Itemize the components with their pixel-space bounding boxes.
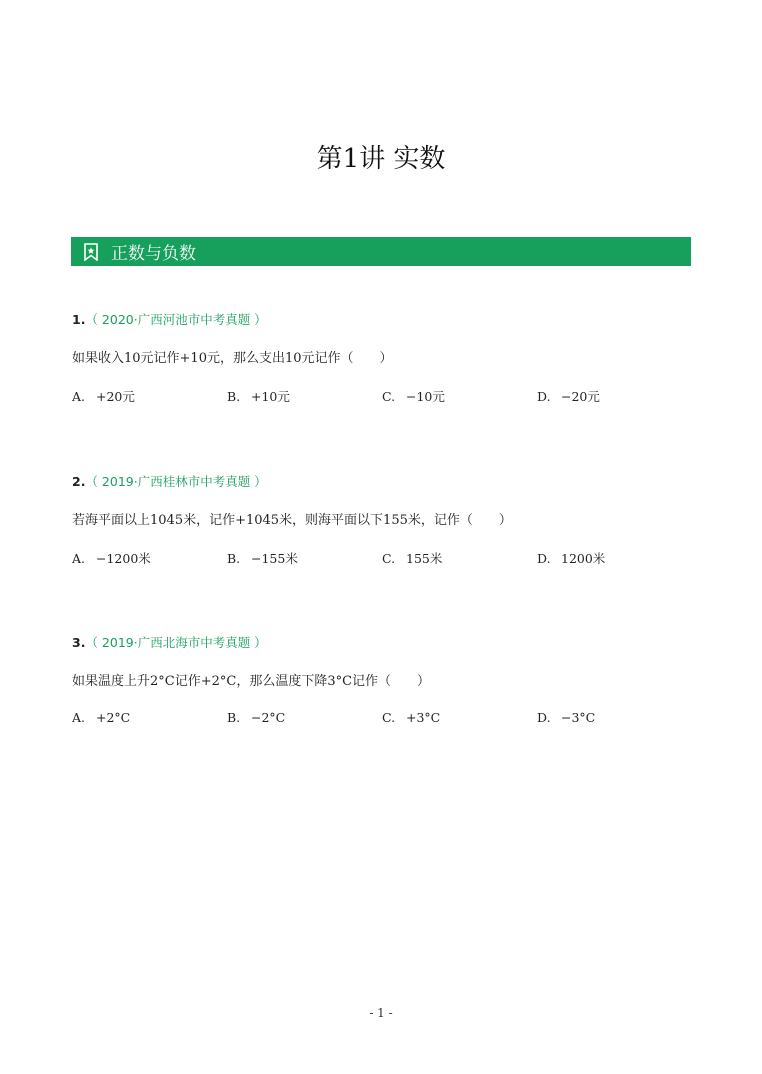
option-text: −3°C xyxy=(561,710,596,725)
option-a xyxy=(72,387,135,405)
page-number: - 1 - xyxy=(369,1006,393,1020)
question-source: （ 2020·广西河池市中考真题 ） xyxy=(85,312,267,327)
question-text: 如果温度上升2°C记作+2°C，那么温度下降3°C记作（ ） xyxy=(72,674,431,689)
option-text: 1200米 xyxy=(561,551,606,566)
option-c xyxy=(382,549,442,567)
question-source: （ 2019·广西北海市中考真题 ） xyxy=(85,635,267,650)
option-text: +2°C xyxy=(96,710,131,725)
page-title: 第1讲 实数 xyxy=(316,144,446,174)
option-text: 155米 xyxy=(406,551,443,566)
question-source: （ 2019·广西桂林市中考真题 ） xyxy=(85,474,267,489)
option-text: +3°C xyxy=(406,710,441,725)
question-3 xyxy=(72,633,712,728)
option-a xyxy=(72,549,151,567)
option-b xyxy=(227,549,298,567)
option-letter: A. xyxy=(72,710,86,725)
option-letter: C. xyxy=(382,389,396,404)
option-letter: A. xyxy=(72,389,86,404)
question-text: 若海平面以上1045米，记作+1045米，则海平面以下155米，记作（ ） xyxy=(72,513,512,528)
section-title: 正数与负数 xyxy=(111,244,196,264)
option-text: +20元 xyxy=(96,389,135,404)
option-text: −20元 xyxy=(561,389,600,404)
option-letter: B. xyxy=(227,551,241,566)
option-text: +10元 xyxy=(251,389,290,404)
option-letter: C. xyxy=(382,710,396,725)
option-d xyxy=(537,387,600,405)
option-d xyxy=(537,710,595,725)
option-b xyxy=(227,710,285,725)
answer-options xyxy=(72,549,712,567)
option-a xyxy=(72,710,130,725)
question-header xyxy=(72,472,712,490)
option-d xyxy=(537,549,605,567)
option-letter: D. xyxy=(537,551,551,566)
option-text: −1200米 xyxy=(96,551,151,566)
question-number: 3. xyxy=(72,635,86,650)
question-header xyxy=(72,633,712,651)
question-1 xyxy=(72,310,712,405)
option-text: −155米 xyxy=(251,551,298,566)
answer-options xyxy=(72,387,712,405)
answer-options xyxy=(72,710,712,728)
option-c xyxy=(382,387,445,405)
question-text: 如果收入10元记作+10元，那么支出10元记作（ ） xyxy=(72,351,393,366)
option-c xyxy=(382,710,440,725)
question-number: 1. xyxy=(72,312,86,327)
question-header xyxy=(72,310,712,328)
question-number: 2. xyxy=(72,474,86,489)
option-letter: D. xyxy=(537,389,551,404)
bookmark-star-icon xyxy=(83,243,99,261)
option-letter: B. xyxy=(227,389,241,404)
question-2 xyxy=(72,472,712,567)
section-header xyxy=(71,237,691,266)
option-b xyxy=(227,387,290,405)
option-letter: D. xyxy=(537,710,551,725)
option-letter: B. xyxy=(227,710,241,725)
option-text: −2°C xyxy=(251,710,286,725)
option-text: −10元 xyxy=(406,389,445,404)
option-letter: A. xyxy=(72,551,86,566)
option-letter: C. xyxy=(382,551,396,566)
